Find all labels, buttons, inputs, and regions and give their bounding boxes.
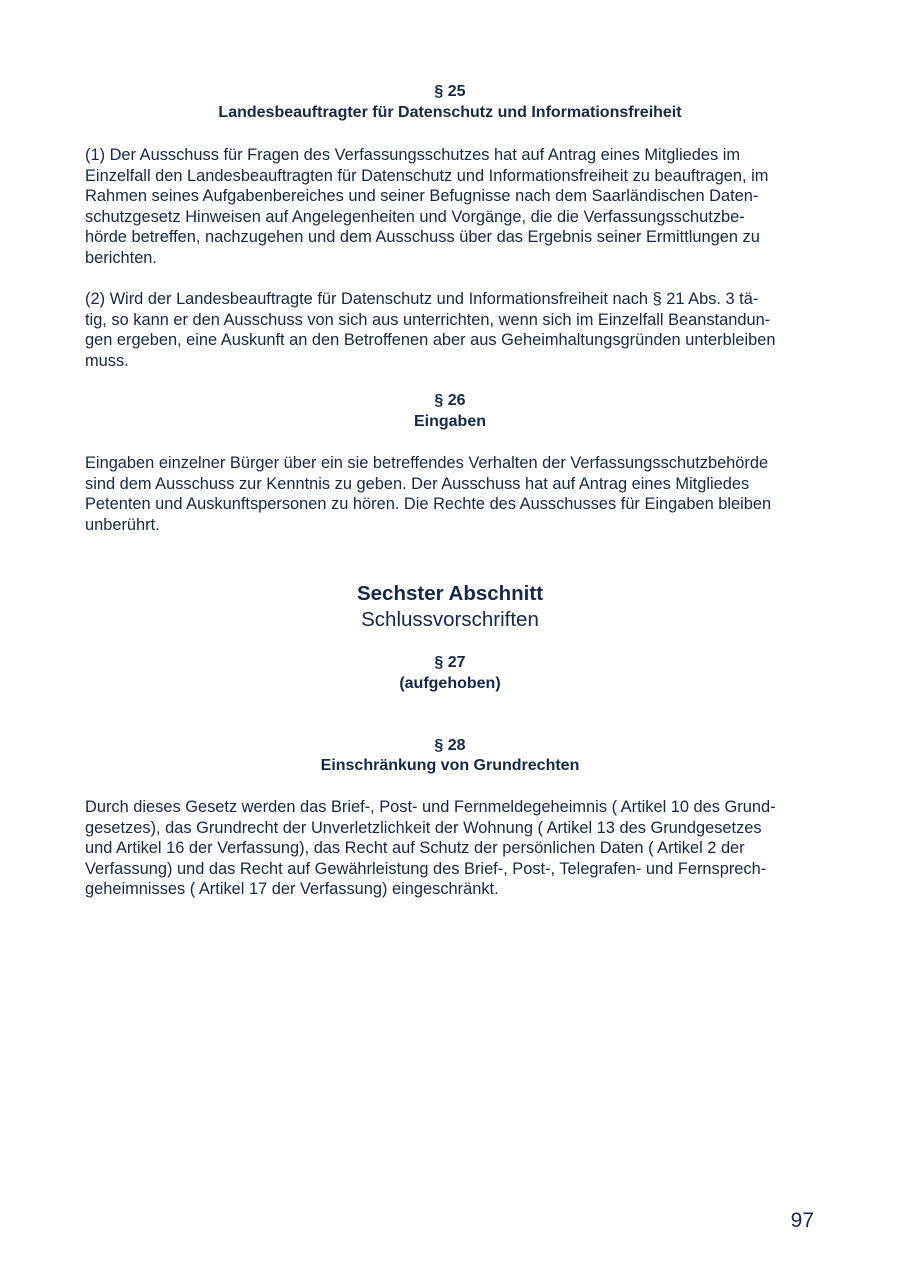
paragraph-line: Durch dieses Gesetz werden das Brief-, Post- und Fernmeldegeheimnis ( Artikel 10 des Grund- bbox=[85, 798, 776, 816]
paragraph-line: berichten. bbox=[85, 248, 157, 267]
paragraph-line: gesetzes), das Grundrecht der Unverletzlichkeit der Wohnung ( Artikel 13 des Grundgesetzes bbox=[85, 818, 762, 837]
section-number: § 26 bbox=[434, 392, 466, 409]
paragraph-line: geheimnisses ( Artikel 17 der Verfassung) eingeschränkt. bbox=[85, 880, 499, 898]
paragraph-line: und Artikel 16 der Verfassung), das Recht auf Schutz der persönlichen Daten ( Artikel 2 der bbox=[85, 839, 745, 857]
paragraph-line: tig, so kann er den Ausschuss von sich aus unterrichten, wenn sich im Einzelfall Beanstandun- bbox=[85, 310, 771, 329]
chapter-subtitle: Schlussvorschriften bbox=[361, 608, 539, 631]
paragraph-line: (1) Der Ausschuss für Fragen des Verfassungsschutzes hat auf Antrag eines Mitgliedes im bbox=[85, 146, 741, 164]
section-title: Landesbeauftragter für Datenschutz und Informationsfreiheit bbox=[218, 104, 682, 121]
paragraph-line: Petenten und Auskunftspersonen zu hören. Die Rechte des Ausschusses für Eingaben bleiben bbox=[85, 495, 772, 513]
paragraph-line: Rahmen seines Aufgabenbereiches und seiner Befugnisse nach dem Saarländischen Daten- bbox=[85, 187, 759, 205]
paragraph-line: Einzelfall den Landesbeauftragten für Datenschutz und Informationsfreiheit zu beauftragen, im bbox=[85, 166, 769, 185]
paragraph-line: unberührt. bbox=[85, 515, 160, 534]
paragraph-line: (2) Wird der Landesbeauftragte für Datenschutz und Informationsfreiheit nach § 21 Abs. 3 tä- bbox=[85, 290, 759, 308]
section-number: § 25 bbox=[434, 83, 466, 100]
paragraph-line: muss. bbox=[85, 351, 129, 370]
paragraph bbox=[85, 453, 830, 535]
paragraph bbox=[85, 289, 830, 371]
section-title: Eingaben bbox=[413, 413, 486, 430]
paragraph-line: Verfassung) und das Recht auf Gewährleistung des Brief-, Post-, Telegrafen- und Fernsprech- bbox=[85, 859, 767, 878]
chapter-title: Sechster Abschnitt bbox=[356, 582, 544, 605]
paragraph-line: gen ergeben, eine Auskunft an den Betroffenen aber aus Geheimhaltungsgründen unterbleiben bbox=[85, 331, 776, 349]
section-number: § 27 bbox=[434, 654, 466, 671]
section-title: Einschränkung von Grundrechten bbox=[320, 757, 580, 774]
paragraph-line: sind dem Ausschuss zur Kenntnis zu geben. Der Ausschuss hat auf Antrag eines Mitgliedes bbox=[85, 474, 750, 493]
section-title: (aufgehoben) bbox=[399, 675, 501, 692]
paragraph-line: schutzgesetz Hinweisen auf Angelegenheiten und Vorgänge, die die Verfassungsschutzbe- bbox=[85, 207, 745, 226]
page-number: 97 bbox=[790, 1209, 814, 1232]
section-number: § 28 bbox=[434, 737, 466, 754]
paragraph-line: Eingaben einzelner Bürger über ein sie betreffendes Verhalten der Verfassungsschutzbehörde bbox=[85, 454, 769, 472]
paragraph bbox=[85, 797, 830, 900]
paragraph-line: hörde betreffen, nachzugehen und dem Ausschuss über das Ergebnis seiner Ermittlungen zu bbox=[85, 228, 760, 246]
paragraph bbox=[85, 145, 830, 268]
